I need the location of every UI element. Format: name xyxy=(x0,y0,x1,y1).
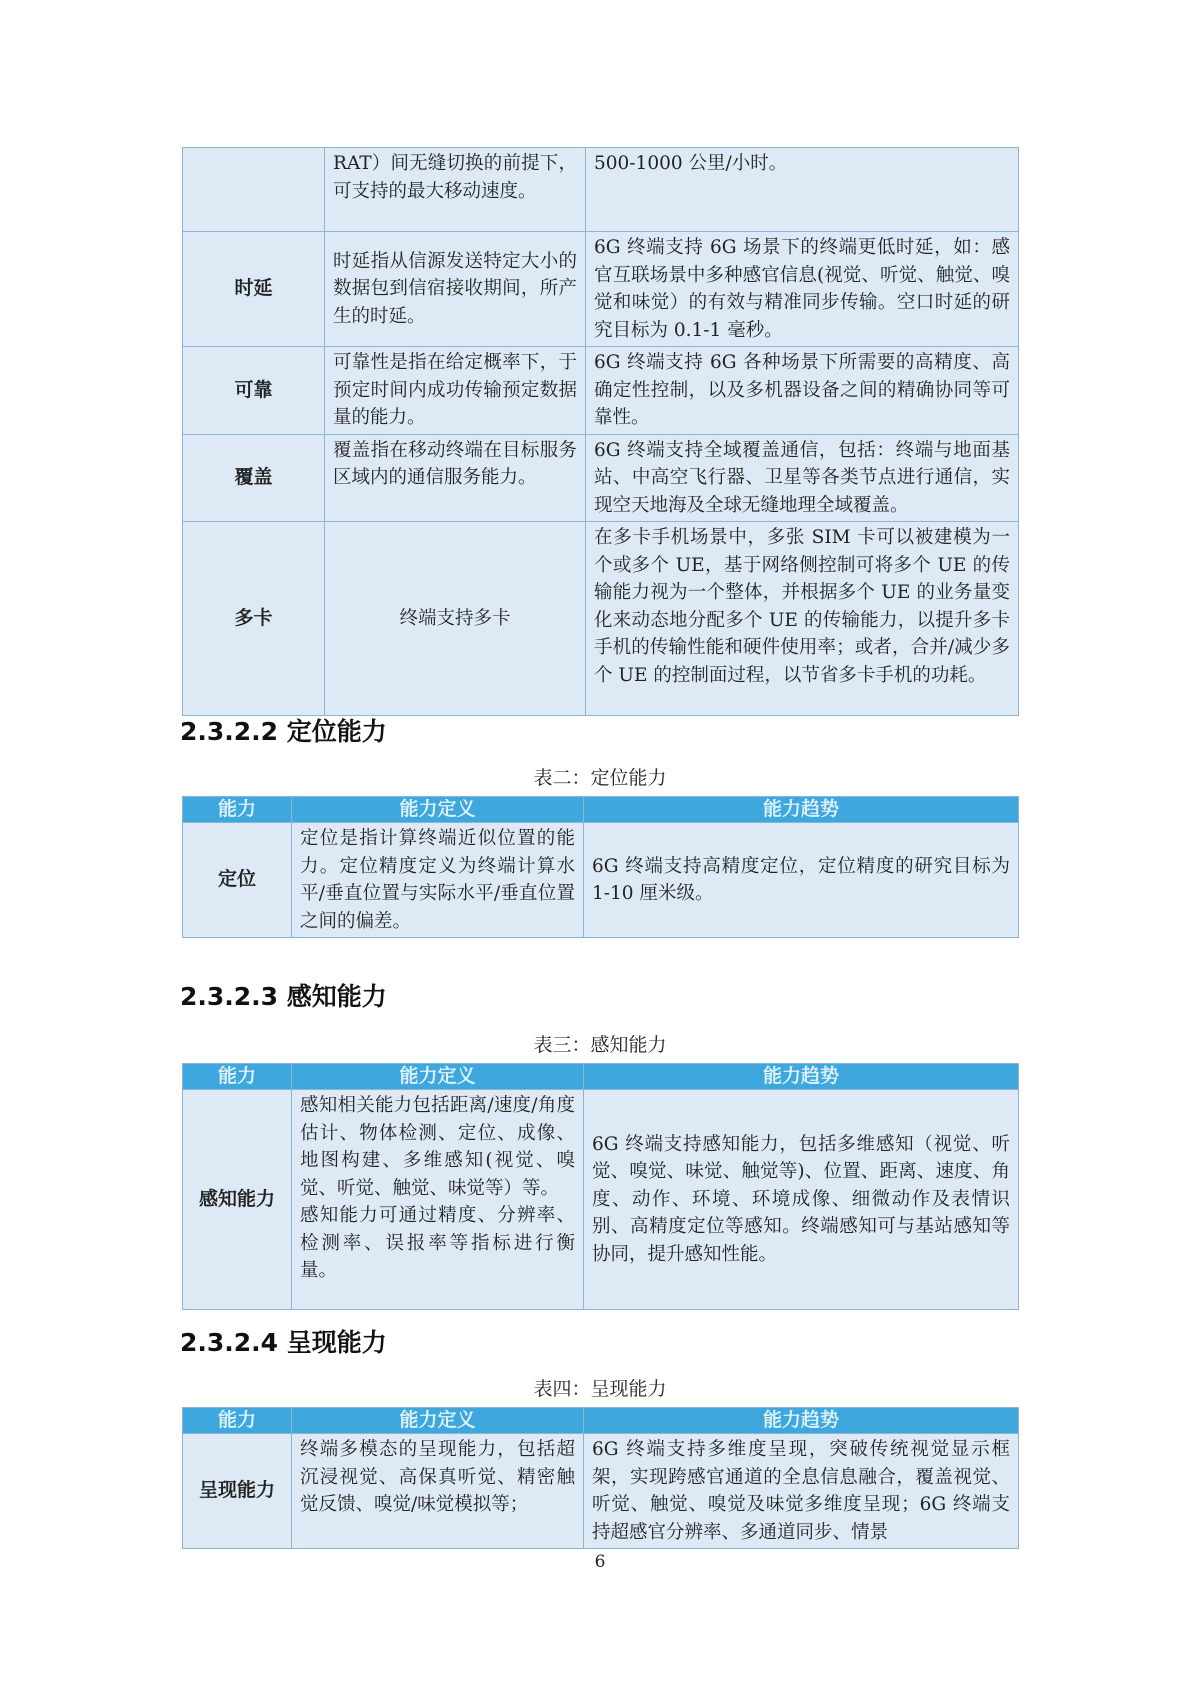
capability-cell: 覆盖 xyxy=(183,434,325,522)
trend-cell: 6G 终端支持 6G 各种场景下所需要的高精度、高确定性控制，以及多机器设备之间的精确协同等可靠性。 xyxy=(586,347,1019,435)
table-caption-positioning: 表二：定位能力 xyxy=(533,767,667,789)
trend-cell: 6G 终端支持感知能力，包括多维感知（视觉、听觉、嗅觉、味觉、触觉等)、位置、距离、速度、角度、动作、环境、环境成像、细微动作及表情识别、高精度定位等感知。终端感知可与基站感知等协同，提升感知性能。 xyxy=(584,1090,1019,1310)
trend-cell: 6G 终端支持高精度定位，定位精度的研究目标为 1-10 厘米级。 xyxy=(584,823,1019,938)
table-header-row xyxy=(183,1064,1019,1090)
table-row xyxy=(183,347,1019,435)
sensing-table xyxy=(182,1063,1019,1310)
table-row xyxy=(183,1434,1019,1549)
capability-cell: 定位 xyxy=(183,823,292,938)
header-capability: 能力 xyxy=(183,1064,292,1090)
capability-cell: 可靠 xyxy=(183,347,325,435)
definition-cell: 可靠性是指在给定概率下，于预定时间内成功传输预定数据量的能力。 xyxy=(325,347,586,435)
trend-cell: 6G 终端支持 6G 场景下的终端更低时延，如：感官互联场景中多种感官信息(视觉、听觉、触觉、嗅觉和味觉）的有效与精准同步传输。空口时延的研究目标为 0.1-1 毫秒。 xyxy=(586,232,1019,347)
capability-table-1 xyxy=(182,147,1019,716)
capability-cell: 呈现能力 xyxy=(183,1434,292,1549)
table-header-row xyxy=(183,1408,1019,1434)
table-row xyxy=(183,522,1019,716)
table-caption-sensing: 表三：感知能力 xyxy=(533,1034,667,1056)
header-trend: 能力趋势 xyxy=(584,1408,1019,1434)
capability-cell: 时延 xyxy=(183,232,325,347)
table-caption-presentation: 表四：呈现能力 xyxy=(533,1378,667,1400)
definition-paragraph: 感知能力可通过精度、分辨率、检测率、误报率等指标进行衡量。 xyxy=(300,1205,575,1281)
capability-cell xyxy=(183,148,325,232)
section-heading-sensing: 2.3.2.3 感知能力 xyxy=(180,982,387,1011)
capability-cell: 多卡 xyxy=(183,522,325,716)
header-definition: 能力定义 xyxy=(292,797,584,823)
table-row xyxy=(183,434,1019,522)
page-number: 6 xyxy=(594,1552,606,1572)
definition-cell: 定位是指计算终端近似位置的能力。定位精度定义为终端计算水平/垂直位置与实际水平/垂直位置之间的偏差。 xyxy=(292,823,584,938)
definition-cell: 时延指从信源发送特定大小的数据包到信宿接收期间，所产生的时延。 xyxy=(325,232,586,347)
header-capability: 能力 xyxy=(183,1408,292,1434)
table-header-row xyxy=(183,797,1019,823)
trend-cell: 6G 终端支持全域覆盖通信，包括：终端与地面基站、中高空飞行器、卫星等各类节点进行通信，实现空天地海及全球无缝地理全域覆盖。 xyxy=(586,434,1019,522)
section-heading-positioning: 2.3.2.2 定位能力 xyxy=(180,717,387,746)
header-capability: 能力 xyxy=(183,797,292,823)
definition-cell xyxy=(292,1090,584,1310)
table-row xyxy=(183,823,1019,938)
definition-paragraph: 感知相关能力包括距离/速度/角度估计、物体检测、定位、成像、地图构建、多维感知(视觉、嗅觉、听觉、触觉、味觉等）等。 xyxy=(300,1095,575,1199)
header-trend: 能力趋势 xyxy=(584,1064,1019,1090)
capability-cell: 感知能力 xyxy=(183,1090,292,1310)
trend-cell: 在多卡手机场景中，多张 SIM 卡可以被建模为一个或多个 UE，基于网络侧控制可将多个 UE 的传输能力视为一个整体，并根据多个 UE 的业务量变化来动态地分配多个 UE 的传输能力，以提升多卡手机的传输性能和硬件使用率；或者，合并/减少多个 UE 的控制面过程，以节省多卡手机的功耗。 xyxy=(586,522,1019,716)
table-row xyxy=(183,1090,1019,1310)
definition-cell: RAT）间无缝切换的前提下，可支持的最大移动速度。 xyxy=(325,148,586,232)
table-row xyxy=(183,232,1019,347)
positioning-table xyxy=(182,796,1019,938)
trend-cell: 500-1000 公里/小时。 xyxy=(586,148,1019,232)
section-heading-presentation: 2.3.2.4 呈现能力 xyxy=(180,1328,387,1357)
definition-cell: 终端多模态的呈现能力，包括超沉浸视觉、高保真听觉、精密触觉反馈、嗅觉/味觉模拟等； xyxy=(292,1434,584,1549)
header-trend: 能力趋势 xyxy=(584,797,1019,823)
table-row xyxy=(183,148,1019,232)
presentation-table xyxy=(182,1407,1019,1549)
header-definition: 能力定义 xyxy=(292,1408,584,1434)
definition-cell: 覆盖指在移动终端在目标服务区域内的通信服务能力。 xyxy=(325,434,586,522)
header-definition: 能力定义 xyxy=(292,1064,584,1090)
trend-cell: 6G 终端支持多维度呈现，突破传统视觉显示框架，实现跨感官通道的全息信息融合，覆盖视觉、听觉、触觉、嗅觉及味觉多维度呈现；6G 终端支持超感官分辨率、多通道同步、情景 xyxy=(584,1434,1019,1549)
definition-cell: 终端支持多卡 xyxy=(325,522,586,716)
